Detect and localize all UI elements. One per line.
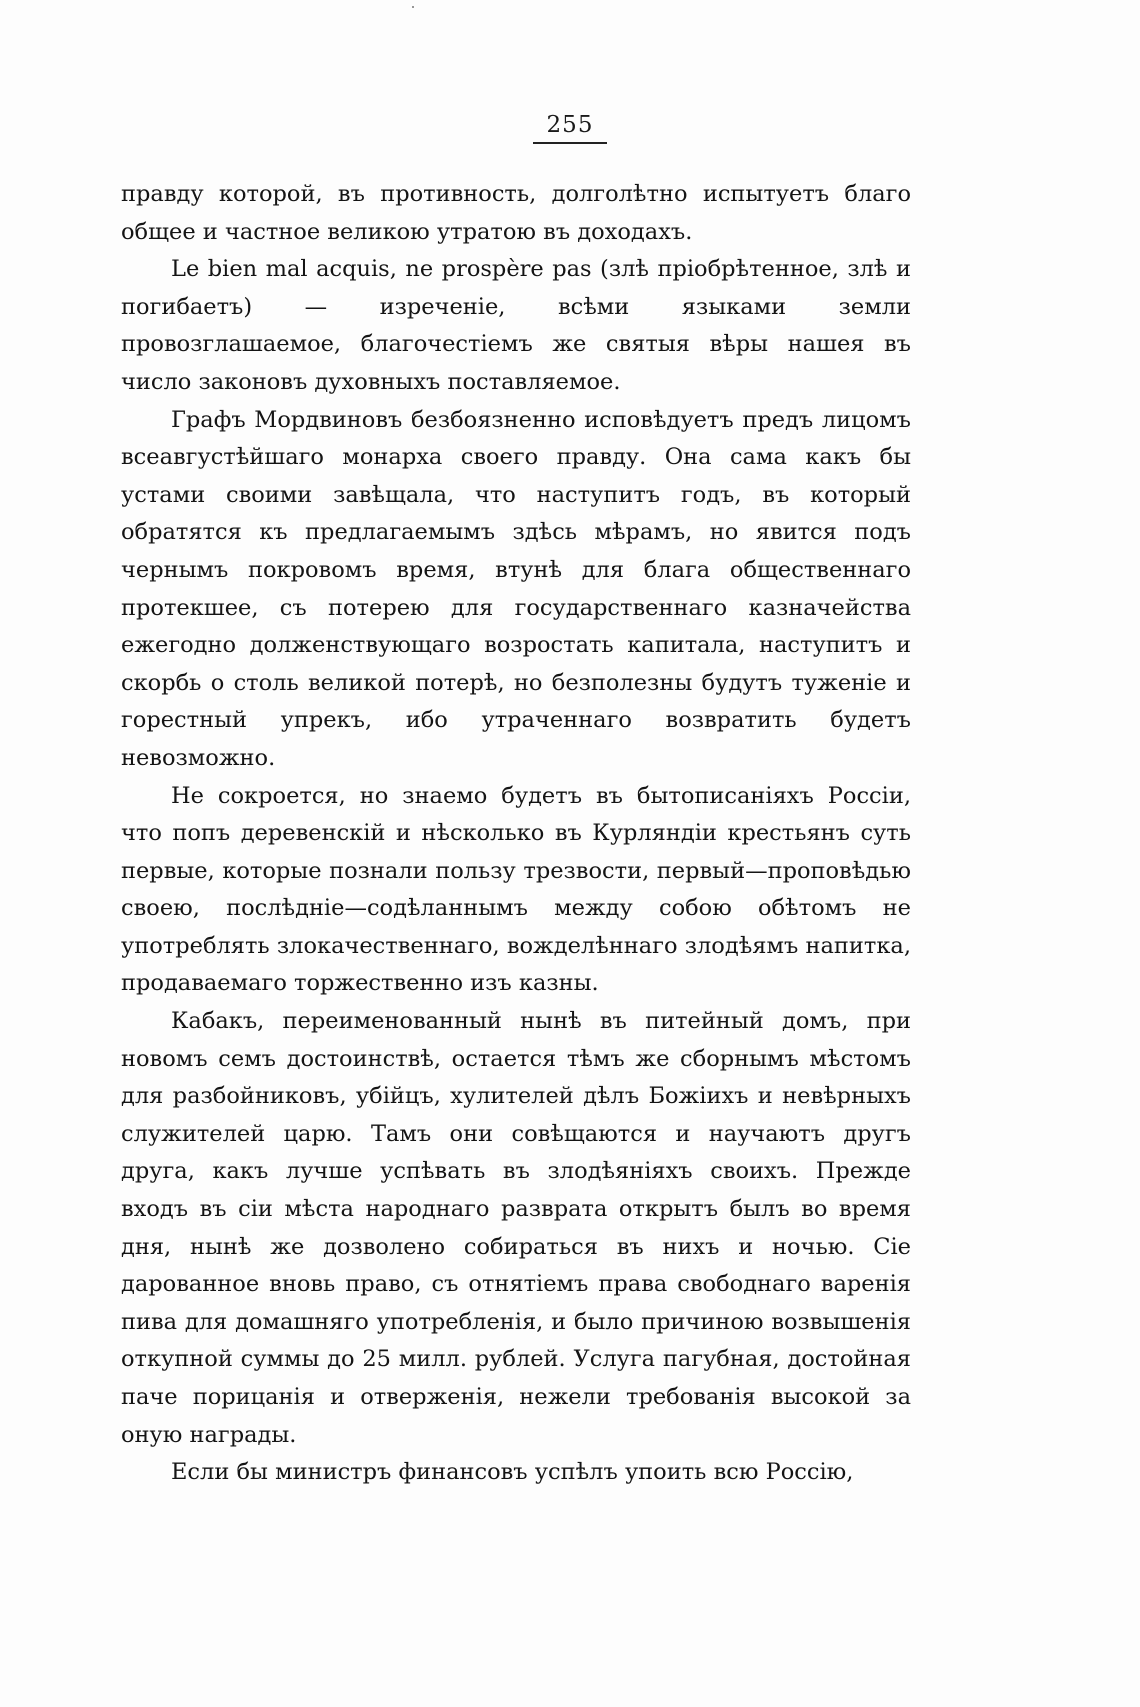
body-text	[121, 176, 911, 1492]
print-speck	[412, 6, 414, 8]
paragraph: Не сокроется, но знаемо будетъ въ бытописаніяхъ Россіи, что попъ деревенскій и нѣсколько въ Курляндіи крестьянъ суть первые, которые познали пользу трезвости, первый—проповѣдью своею, послѣдніе—содѣланнымъ между собою обѣтомъ не употреблять злокачественнаго, вожделѣннаго злодѣямъ напитка, продаваемаго торжественно изъ казны.	[121, 782, 911, 997]
paragraph: Кабакъ, переименованный нынѣ въ питейный домъ, при новомъ семъ достоинствѣ, остается тѣмъ же сборнымъ мѣстомъ для разбойниковъ, убійцъ, хулителей дѣлъ Божіихъ и невѣрныхъ служителей царю. Тамъ они совѣщаются и научаютъ другъ друга, какъ лучше успѣвать въ злодѣяніяхъ своихъ. Прежде входъ въ сіи мѣста народнаго разврата открытъ былъ во время дня, нынѣ же дозволено собираться въ нихъ и ночью. Сіе дарованное вновь право, съ отнятіемъ права свободнаго варенія пива для домашняго употребленія, и было причиною возвышенія откупной суммы до 25 милл. рублей. Услуга пагубная, достойная паче порицанія и отверженія, нежели требованія высокой за оную награды.	[121, 1008, 911, 1448]
page-header	[0, 112, 1140, 144]
paragraph: Le bien mal acquis, ne prospère pas (злѣ пріобрѣтенное, злѣ и погибаетъ) — изреченіе, всѣми языками земли провозглашаемое, благочестіемъ же святыя вѣры нашея въ число законовъ духовныхъ поставляемое.	[121, 256, 911, 395]
paragraph: Графъ Мордвиновъ безбоязненно исповѣдуетъ предъ лицомъ всеавгустѣйшаго монарха своего правду. Она сама какъ бы устами своими завѣщала, что наступитъ годъ, въ который обратятся къ предлагаемымъ здѣсь мѣрамъ, но явится подъ чернымъ покровомъ время, втунѣ для блага общественнаго протекшее, съ потерею для государственнаго казначейства ежегодно долженствующаго возростать капитала, наступитъ и скорбь о столь великой потерѣ, но безполезны будутъ туженіе и горестный упрекъ, ибо утраченнаго возвратить будетъ невозможно.	[121, 406, 911, 771]
paragraph-last: Если бы министръ финансовъ успѣлъ упоить всю Россію,	[171, 1459, 854, 1486]
page-number: 255	[533, 112, 608, 144]
paragraph-continuation: правду которой, въ противность, долголѣтно испытуетъ благо общее и частное великою утратою въ доходахъ.	[121, 181, 911, 245]
